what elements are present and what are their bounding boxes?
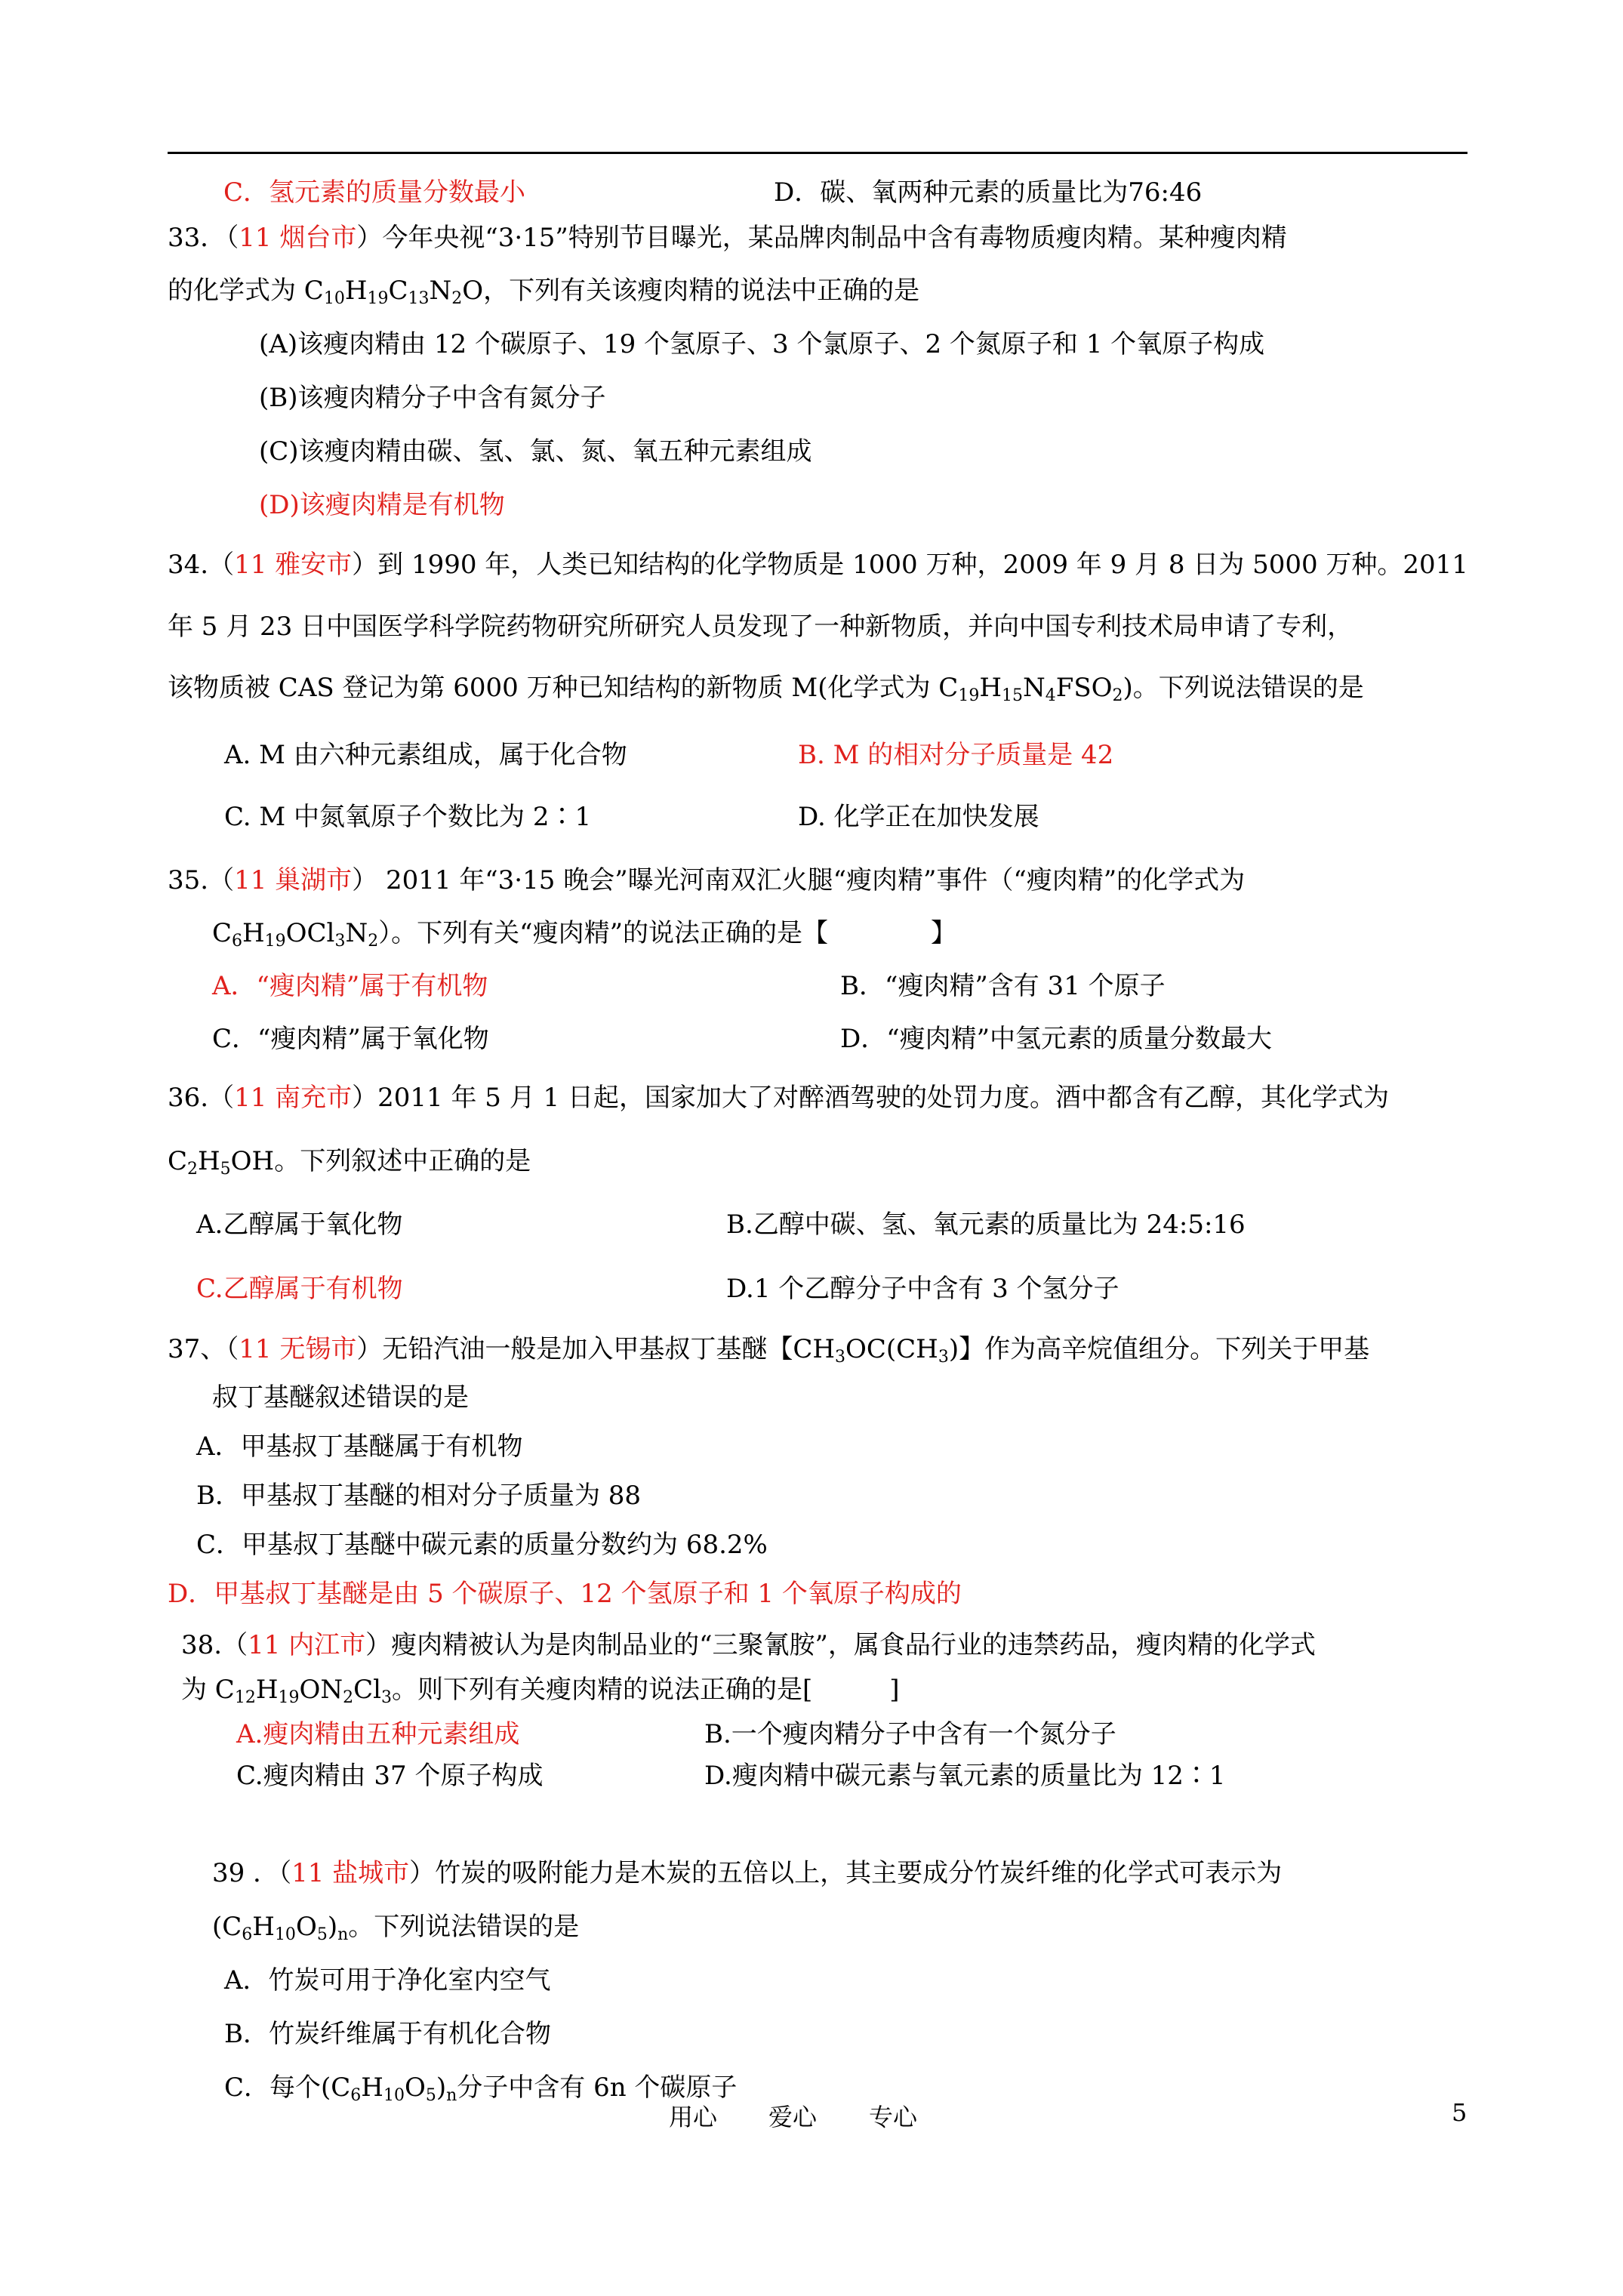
q33-stem-line2: 的化学式为 $C_{10}H_{19}C_{13}N_2O$，下列有关该瘦肉精的说法中正确的是 xyxy=(168,276,920,308)
header-rule xyxy=(168,152,1467,154)
q37-option-b: B．甲基叔丁基醚的相对分子质量为 88 xyxy=(196,1481,642,1511)
q37-option-d: D．甲基叔丁基醚是由 5 个碳原子、12 个氢原子和 1 个氧原子构成的 xyxy=(168,1579,962,1609)
footer-motto-1: 用心 xyxy=(669,2103,718,2131)
q39-source: 11 盐城市 xyxy=(291,1858,410,1888)
q33-stem-line1: 33．（11 烟台市）今年央视“3·15”特别节目曝光，某品牌肉制品中含有毒物质瘦肉精。某种瘦肉精 xyxy=(168,223,1287,253)
q39-option-c: C．每个$(C_6H_{10}O_5)_n$分子中含有 6n 个碳原子 xyxy=(224,2073,738,2105)
q34-option-a: A. M 由六种元素组成，属于化合物 xyxy=(224,740,627,770)
q34-option-b: B. M 的相对分子质量是 42 xyxy=(798,740,1114,770)
option-d-prev: D．碳、氧两种元素的质量比为76:46 xyxy=(774,177,1203,208)
page-number: 5 xyxy=(1452,2098,1467,2127)
q33-option-b: (B)该瘦肉精分子中含有氮分子 xyxy=(259,383,606,413)
q34-option-d: D. 化学正在加快发展 xyxy=(798,802,1039,832)
q39-option-a: A．竹炭可用于净化室内空气 xyxy=(224,1965,551,1996)
q37-option-a: A．甲基叔丁基醚属于有机物 xyxy=(196,1432,523,1462)
q34-stem-line3: 该物质被 CAS 登记为第 6000 万种已知结构的新物质 M(化学式为 $C_{19}H_{15}N_4FSO_2$)。下列说法错误的是 xyxy=(168,673,1364,705)
q33-option-c: (C)该瘦肉精由碳、氢、氯、氮、氧五种元素组成 xyxy=(259,436,812,467)
q38-option-b: B.一个瘦肉精分子中含有一个氮分子 xyxy=(704,1719,1116,1749)
q35-option-a: A．“瘦肉精”属于有机物 xyxy=(212,971,488,1001)
q37-stem-line2: 叔丁基醚叙述错误的是 xyxy=(212,1382,469,1413)
q33-option-a: (A)该瘦肉精由 12 个碳原子、19 个氢原子、3 个氯原子、2 个氮原子和 1 个氧原子构成 xyxy=(259,329,1265,359)
q39-stem-line1: 39 ．（11 盐城市）竹炭的吸附能力是木炭的五倍以上，其主要成分竹炭纤维的化学式可表示为 xyxy=(212,1858,1283,1888)
q38-option-c: C.瘦肉精由 37 个原子构成 xyxy=(236,1761,544,1791)
q34-source: 11 雅安市 xyxy=(234,550,353,580)
q39-stem-line2: $(C_6H_{10}O_5)_n$。下列说法错误的是 xyxy=(212,1912,580,1944)
q36-option-a: A.乙醇属于氧化物 xyxy=(196,1210,403,1240)
footer-motto-2: 爱心 xyxy=(768,2103,818,2131)
q34-stem-line2: 年 5 月 23 日中国医学科学院药物研究所研究人员发现了一种新物质，并向中国专利技术局申请了专利， xyxy=(168,612,1354,642)
q35-option-d: D．“瘦肉精”中氢元素的质量分数最大 xyxy=(840,1024,1273,1054)
q38-option-d: D.瘦肉精中碳元素与氧元素的质量比为 12∶1 xyxy=(704,1761,1226,1791)
q37-stem-line1: 37、（11 无锡市）无铅汽油一般是加入甲基叔丁基醚【$CH_3OC(CH_3)$】作为高辛烷值组分。下列关于甲基 xyxy=(168,1334,1370,1367)
q35-source: 11 巢湖市 xyxy=(234,865,353,895)
q38-stem-line2: 为 $C_{12}H_{19}ON_2Cl_3$。则下列有关瘦肉精的说法正确的是[ ] xyxy=(181,1675,900,1707)
q35-stem-line1: 35.（11 巢湖市） 2011 年“3·15 晚会”曝光河南双汇火腿“瘦肉精”事件（“瘦肉精”的化学式为 xyxy=(168,865,1246,895)
q36-stem-line1: 36.（11 南充市）2011 年 5 月 1 日起，国家加大了对醉酒驾驶的处罚力度。酒中都含有乙醇，其化学式为 xyxy=(168,1083,1389,1113)
q36-option-c: C.乙醇属于有机物 xyxy=(196,1274,403,1304)
q33-source: 11 烟台市 xyxy=(239,223,357,253)
footer-motto-3: 专心 xyxy=(869,2103,918,2131)
q38-stem-line1: 38.（11 内江市）瘦肉精被认为是肉制品业的“三聚氰胺”，属食品行业的违禁药品，瘦肉精的化学式 xyxy=(181,1630,1316,1660)
q35-option-c: C．“瘦肉精”属于氧化物 xyxy=(212,1024,489,1054)
q38-source: 11 内江市 xyxy=(248,1630,366,1660)
q36-option-b: B.乙醇中碳、氢、氧元素的质量比为 24:5:16 xyxy=(726,1210,1246,1240)
option-c-prev: C．氢元素的质量分数最小 xyxy=(223,177,526,208)
q34-stem-line1: 34.（11 雅安市）到 1990 年，人类已知结构的化学物质是 1000 万种，2009 年 9 月 8 日为 5000 万种。2011 xyxy=(168,550,1468,580)
q35-option-b: B．“瘦肉精”含有 31 个原子 xyxy=(840,971,1166,1001)
q36-source: 11 南充市 xyxy=(234,1083,353,1113)
q35-stem-line2: $C_6H_{19}OCl_3N_2$）。下列有关“瘦肉精”的说法正确的是【 】 xyxy=(212,918,956,951)
q37-source: 11 无锡市 xyxy=(239,1334,357,1364)
q37-option-c: C．甲基叔丁基醚中碳元素的质量分数约为 68.2% xyxy=(196,1530,768,1560)
q36-option-d: D.1 个乙醇分子中含有 3 个氢分子 xyxy=(726,1274,1119,1304)
q33-option-d: (D)该瘦肉精是有机物 xyxy=(259,490,505,520)
q38-option-a: A.瘦肉精由五种元素组成 xyxy=(236,1719,520,1749)
q39-option-b: B．竹炭纤维属于有机化合物 xyxy=(224,2019,551,2049)
q34-option-c: C. M 中氮氧原子个数比为 2∶1 xyxy=(224,802,592,832)
q36-stem-line2: $C_2H_5OH$。下列叙述中正确的是 xyxy=(168,1146,531,1179)
